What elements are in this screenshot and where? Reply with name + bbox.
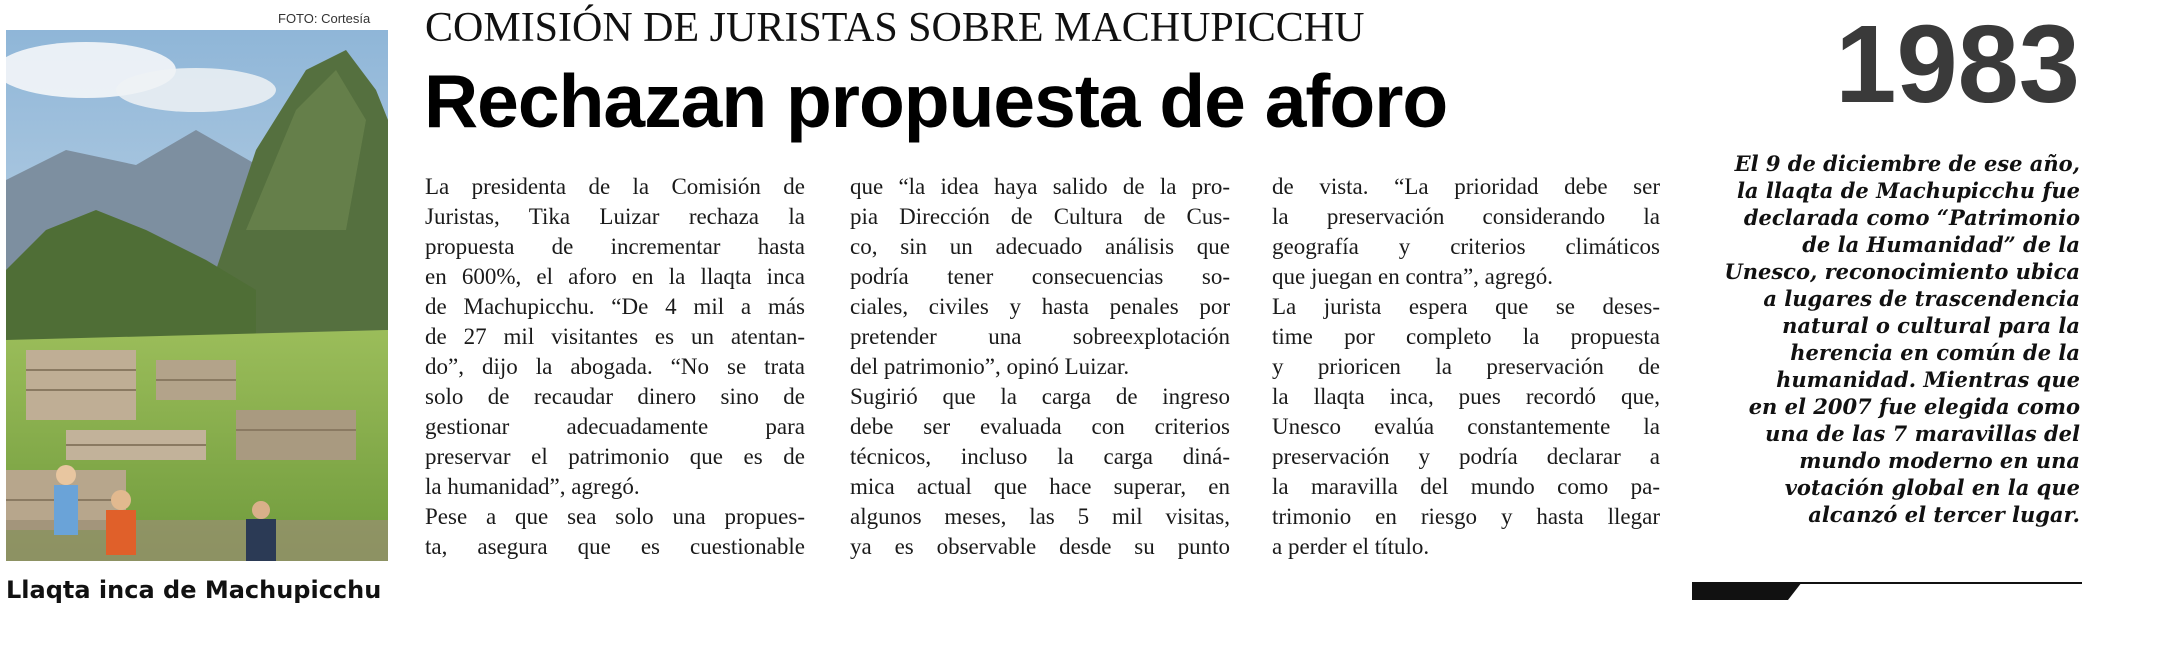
body-line: del patrimonio”, opinó Luizar. [850, 354, 1130, 379]
sidebar-line: una de las 7 maravillas del [1765, 421, 2080, 446]
body-line: trimonio en riesgo y hasta llegar [1272, 504, 1660, 529]
photo-credit: FOTO: Cortesía [278, 11, 371, 26]
sidebar-accent-bar [1692, 582, 1788, 600]
photo-caption: Llaqta inca de Machupicchu [6, 576, 382, 604]
body-line: la maravilla del mundo como pa- [1272, 474, 1660, 499]
body-line: ta, asegura que es cuestionable [425, 534, 805, 559]
body-line: gestionar adecuadamente para [425, 414, 805, 439]
body-line: pretender una sobreexplotación [850, 324, 1230, 349]
body-line: mica actual que hace superar, en [850, 474, 1230, 499]
body-line: a perder el título. [1272, 534, 1430, 559]
body-line: geografía y criterios climáticos [1272, 234, 1660, 259]
sidebar-line: a lugares de trascendencia [1763, 286, 2080, 311]
body-line: de Machupicchu. “De 4 mil a más [425, 294, 805, 319]
body-line: do”, dijo la abogada. “No se trata [425, 354, 805, 379]
body-line: que “la idea haya salido de la pro- [850, 174, 1230, 199]
article-kicker: COMISIÓN DE JURISTAS SOBRE MACHUPICCHU [425, 5, 1365, 51]
sidebar-line: mundo moderno en una [1799, 448, 2080, 473]
sidebar-text [1680, 150, 2080, 528]
article-column-2 [850, 172, 1230, 562]
body-line: solo de recaudar dinero sino de [425, 384, 805, 409]
sidebar-line: de la Humanidad” de la [1802, 232, 2080, 257]
body-line: podría tener consecuencias so- [850, 264, 1230, 289]
body-line: la humanidad”, agregó. [425, 474, 640, 499]
body-line: time por completo la propuesta [1272, 324, 1660, 349]
sidebar-line: votación global en la que [1784, 475, 2080, 500]
body-line: La jurista espera que se deses- [1272, 294, 1660, 319]
body-line: y prioricen la preservación de [1272, 354, 1660, 379]
sidebar-line: alcanzó el tercer lugar. [1808, 502, 2080, 527]
body-line: que juegan en contra”, agregó. [1272, 264, 1553, 289]
body-line: Unesco evalúa constantemente la [1272, 414, 1660, 439]
body-line: Sugirió que la carga de ingreso [850, 384, 1230, 409]
sidebar-line: en el 2007 fue elegida como [1748, 394, 2080, 419]
body-line: la preservación considerando la [1272, 204, 1660, 229]
body-line: preservar el patrimonio que es de [425, 444, 805, 469]
body-line: propuesta de incrementar hasta [425, 234, 805, 259]
body-line: en 600%, el aforo en la llaqta inca [425, 264, 805, 289]
body-line: la llaqta inca, pues recordó que, [1272, 384, 1660, 409]
body-line: preservación y podría declarar a [1272, 444, 1660, 469]
body-line: algunos meses, las 5 mil visitas, [850, 504, 1230, 529]
body-line: de vista. “La prioridad debe ser [1272, 174, 1660, 199]
sidebar-line: El 9 de diciembre de ese año, [1734, 151, 2080, 176]
article-column-1 [425, 172, 805, 562]
body-line: ciales, civiles y hasta penales por [850, 294, 1230, 319]
body-line: pia Dirección de Cultura de Cus- [850, 204, 1230, 229]
sidebar-line: la llaqta de Machupicchu fue [1736, 178, 2080, 203]
sidebar-accent-bar-tip [1788, 582, 1802, 600]
body-line: de 27 mil visitantes es un atentan- [425, 324, 805, 349]
sidebar-line: Unesco, reconocimiento ubica [1724, 259, 2080, 284]
sidebar-year: 1983 [1835, 3, 2080, 126]
body-line: debe ser evaluada con criterios [850, 414, 1230, 439]
sidebar-line: herencia en común de la [1790, 340, 2080, 365]
sidebar-line: natural o cultural para la [1782, 313, 2080, 338]
article-column-3 [1272, 172, 1660, 562]
body-line: Juristas, Tika Luizar rechaza la [425, 204, 805, 229]
sidebar-line: declarada como “Patrimonio [1743, 205, 2080, 230]
body-line: técnicos, incluso la carga diná- [850, 444, 1230, 469]
sidebar-line: humanidad. Mientras que [1776, 367, 2080, 392]
body-line: co, sin un adecuado análisis que [850, 234, 1230, 259]
body-line: Pese a que sea solo una propues- [425, 504, 805, 529]
body-line: ya es observable desde su punto [850, 534, 1230, 559]
article-headline: Rechazan propuesta de aforo [424, 59, 1448, 143]
body-line: La presidenta de la Comisión de [425, 174, 805, 199]
machupicchu-photo [6, 30, 388, 561]
